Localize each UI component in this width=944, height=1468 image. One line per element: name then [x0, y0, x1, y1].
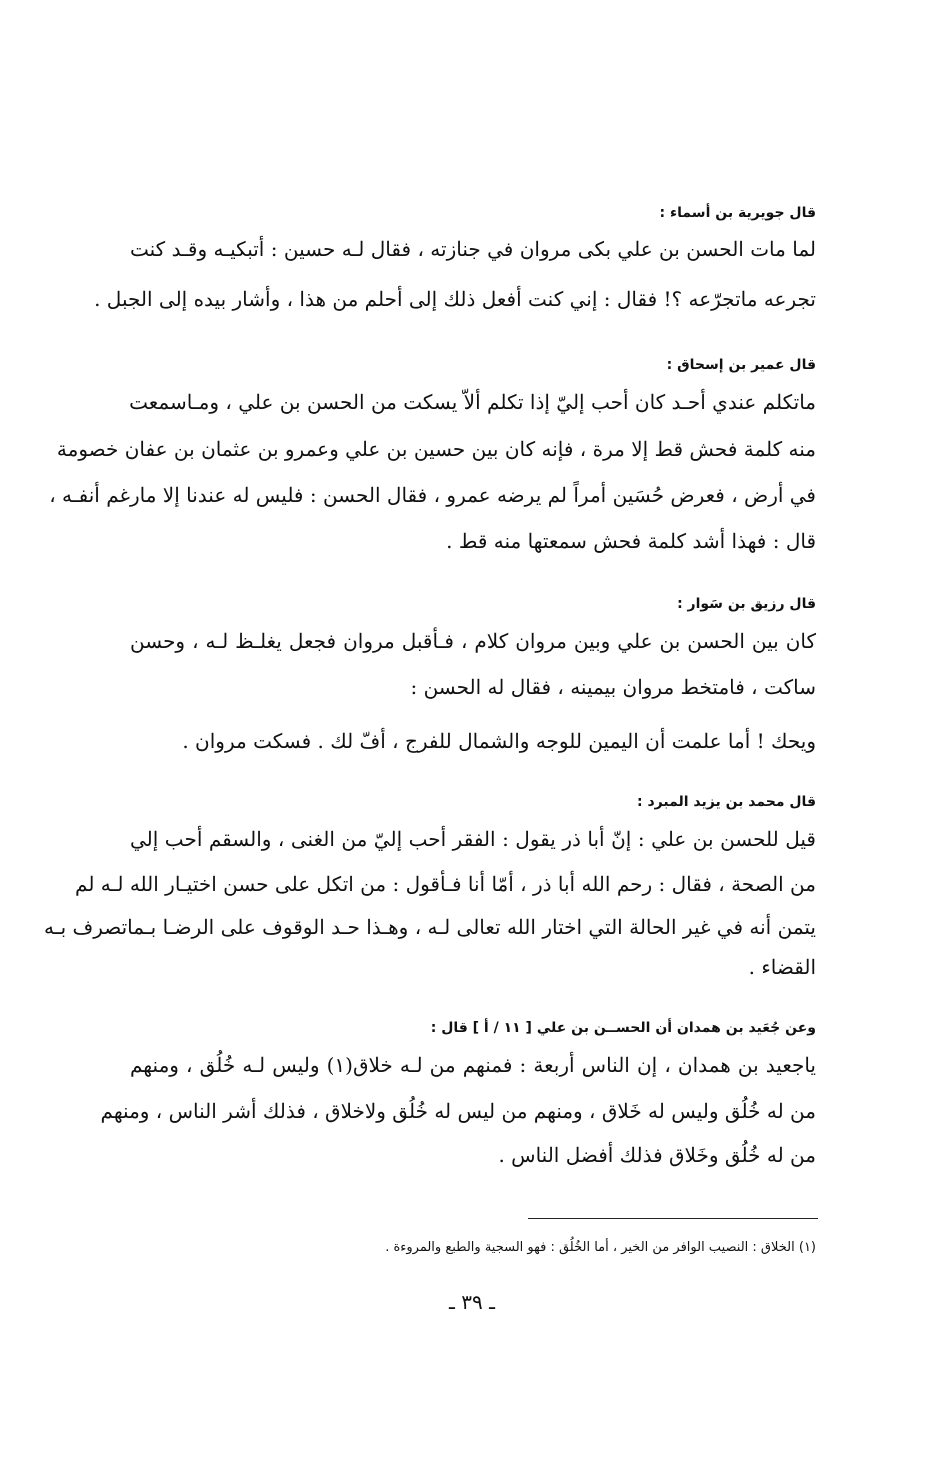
text-line: من له خُلُق وليس له خَلاق ، ومنهم من ليس له خُلُق ولاخلاق ، فذلك أشر الناس ، ومنهم: [100, 1099, 816, 1123]
text-line: من الصحة ، فقال : رحم الله أبا ذر ، أمّا أنا فـأقول : من اتكل على حسن اختيـار الله لـه لم: [75, 872, 816, 896]
section-heading: قال عمير بن إسحاق :: [666, 357, 816, 373]
text-line: قيل للحسن بن علي : إنّ أبا ذر يقول : الفقر أحب إليّ من الغنى ، والسقم أحب إلي: [130, 827, 816, 851]
text-line: ساكت ، فامتخط مروان بيمينه ، فقال له الحسن :: [410, 675, 816, 699]
text-line: كان بين الحسن بن علي وبين مروان كلام ، فـأقبل مروان فجعل يغلـظ لـه ، وحسن: [130, 629, 816, 653]
section-heading: وعن جُعَيد بن همدان أن الحســن بن علي [ ١١ / أ ] قال :: [430, 1020, 816, 1036]
page-number: ـ ٣٩ ـ: [449, 1290, 495, 1314]
text-line: قال : فهذا أشد كلمة فحش سمعتها منه قط .: [446, 529, 816, 553]
text-line: ماتكلم عندي أحـد كان أحب إليّ إذا تكلم ألاّ يسكت من الحسن بن علي ، ومـاسمعت: [129, 390, 816, 414]
footnote: (١) الخلاق : النصيب الوافر من الخير ، أما الخُلُق : فهو السجية والطبع والمروءة .: [385, 1240, 816, 1255]
section-heading: قال محمد بن يزيد المبرد :: [637, 794, 816, 810]
footnote-divider: [528, 1218, 818, 1219]
section-heading: قال رزيق بن سَوار :: [677, 596, 816, 612]
text-line: القضاء .: [748, 955, 816, 979]
text-line: لما مات الحسن بن علي بكى مروان في جنازته ، فقال لـه حسين : أتبكيـه وقـد كنت: [130, 237, 816, 261]
text-line: ويحك ! أما علمت أن اليمين للوجه والشمال للفرج ، أفّ لك . فسكت مروان .: [182, 729, 816, 753]
text-line: منه كلمة فحش قط إلا مرة ، فإنه كان بين حسين بن علي وعمرو بن عثمان بن عفان خصومة: [56, 437, 816, 461]
text-line: تجرعه ماتجرّعه ؟! فقال : إني كنت أفعل ذلك إلى أحلم من هذا ، وأشار بيده إلى الجبل .: [94, 287, 816, 311]
text-line: يتمن أنه في غير الحالة التي اختار الله تعالى لـه ، وهـذا حـد الوقوف على الرضـا بـماتصرف بـه: [43, 915, 816, 939]
section-heading: قال جويرية بن أسماء :: [659, 205, 816, 221]
text-line: من له خُلُق وخَلاق فذلك أفضل الناس .: [498, 1143, 816, 1167]
text-line: ياجعيد بن همدان ، إن الناس أربعة : فمنهم من لـه خلاق(١) وليس لـه خُلُق ، ومنهم: [130, 1053, 816, 1077]
text-line: في أرض ، فعرض حُسَين أمراً لم يرضه عمرو ، فقال الحسن : فليس له عندنا إلا مارغم أنفـه ،: [49, 483, 816, 507]
